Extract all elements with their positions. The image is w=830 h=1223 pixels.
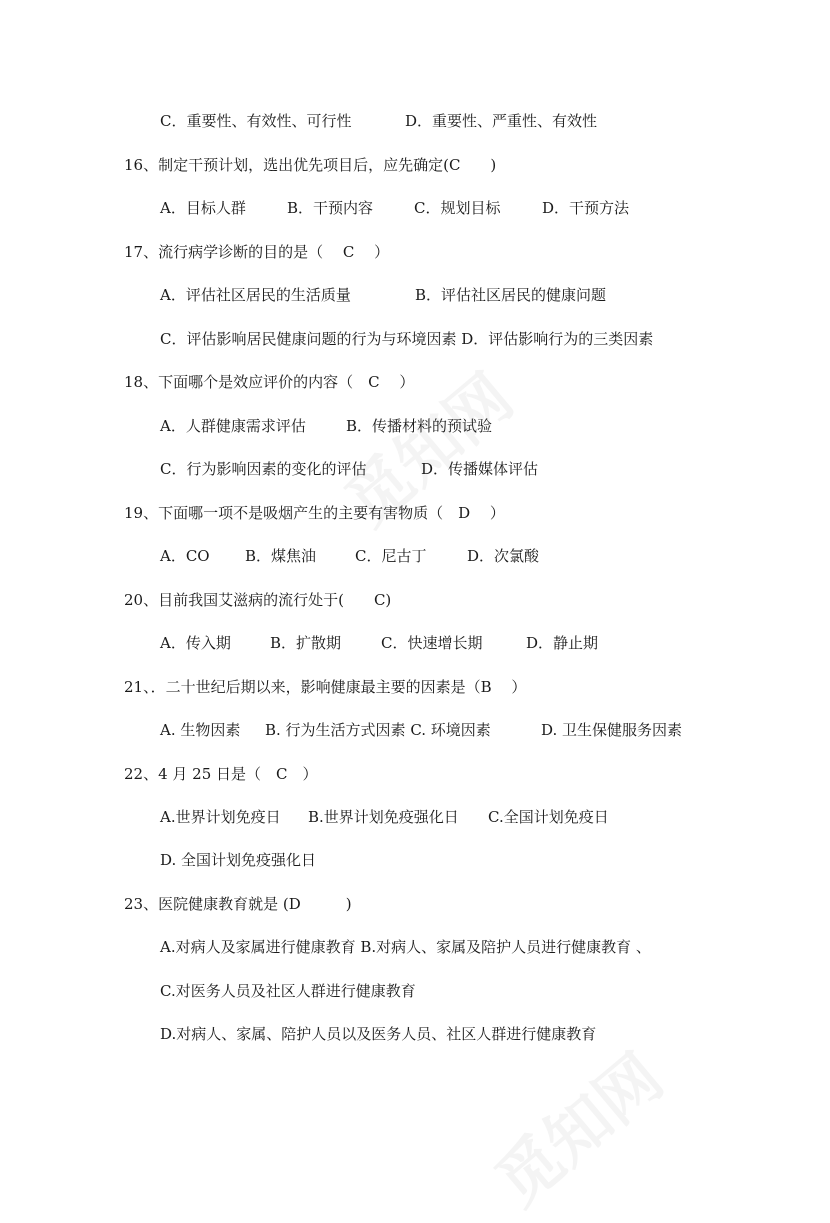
option-b: B．评估社区居民的健康问题 [415,286,607,304]
watermark [473,1029,679,1223]
question-20-options [160,632,598,654]
question-19-options [160,545,539,567]
option-c: C.全国计划免疫日 [488,808,609,826]
question-21: 21、．二十世纪后期以来，影响健康最主要的因素是（B ） [124,678,527,696]
question-19: 19、下面哪一项不是吸烟产生的主要有害物质（ D ） [124,504,505,522]
question-16-options [160,197,629,219]
option-d: D. 卫生保健服务因素 [541,721,683,739]
question-23-options-3: D.对病人、家属、陪护人员以及医务人员、社区人群进行健康教育 [160,1025,597,1043]
option-b: B．煤焦油 [245,547,317,565]
option-d: D．静止期 [526,634,599,652]
option-c: C．快速增长期 [381,634,483,652]
question-22-options-2: D. 全国计划免疫强化日 [160,851,317,869]
option-c: C．行为影响因素的变化的评估 [160,460,367,478]
option-b: B．干预内容 [287,199,374,217]
question-17-options [160,284,606,306]
question-22-options [160,806,609,828]
option-line [160,110,597,132]
option-c: C．重要性、有效性、可行性 [160,112,352,130]
option-c: C．规划目标 [414,199,501,217]
option-b: B. 行为生活方式因素 C. 环境因素 [265,721,491,739]
option-d: D．传播媒体评估 [421,460,539,478]
question-18: 18、下面哪个是效应评价的内容（ C ） [124,373,415,391]
question-16: 16、制定干预计划，选出优先项目后，应先确定(C ) [124,156,497,174]
question-18-options-2 [160,458,538,480]
question-21-options [160,719,682,741]
option-b: B．扩散期 [270,634,342,652]
option-a: A.世界计划免疫日 [160,808,281,826]
question-17-options-2: C．评估影响居民健康问题的行为与环境因素 D．评估影响行为的三类因素 [160,330,654,348]
option-b: B．传播材料的预试验 [346,417,493,435]
option-d: D．干预方法 [542,199,630,217]
option-a: A．评估社区居民的生活质量 [160,286,351,304]
question-23-options: A.对病人及家属进行健康教育 B.对病人、家属及陪护人员进行健康教育 、 [160,938,651,956]
option-d: D．重要性、严重性、有效性 [405,112,598,130]
option-b: B.世界计划免疫强化日 [308,808,459,826]
question-23: 23、医院健康教育就是 (D ) [124,895,352,913]
option-a: A. 生物因素 [160,721,241,739]
option-a: A．目标人群 [160,199,246,217]
option-c: C．尼古丁 [355,547,427,565]
question-18-options [160,415,492,437]
question-22: 22、4 月 25 日是（ C ） [124,765,318,783]
option-a: A．CO [160,547,210,565]
option-a: A．传入期 [160,634,231,652]
option-a: A．人群健康需求评估 [160,417,306,435]
question-20: 20、目前我国艾滋病的流行处于( C) [124,591,392,609]
question-23-options-2: C.对医务人员及社区人群进行健康教育 [160,982,416,1000]
option-d: D．次氯酸 [467,547,540,565]
question-17: 17、流行病学诊断的目的是（ C ） [124,243,390,261]
